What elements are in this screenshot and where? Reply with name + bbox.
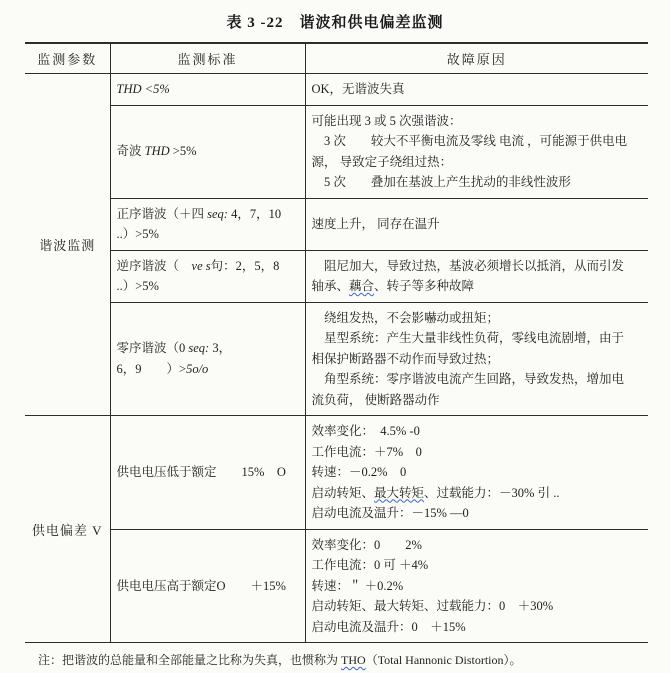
standard-line: THD <5%: [116, 82, 170, 96]
cause-line: 角型系统：零序谐波电流产生回路，导致发热，增加电: [311, 372, 625, 386]
column-header: 监测标准: [110, 43, 305, 74]
table-row: [25, 105, 648, 198]
cause-line: 效率变化：0 2%: [311, 537, 422, 552]
standard-line: 正序谐波（＋四 seq: 4，7，10: [116, 206, 282, 221]
wavy-underlined-text: 最大转矩: [374, 485, 425, 500]
standard-cell: [110, 529, 305, 643]
table-row: [25, 416, 648, 530]
cause-line: 启动电流及温升：－15% ―0: [311, 506, 469, 520]
standard-cell: [110, 302, 305, 416]
cause-cell: [305, 250, 648, 302]
standard-cell: [110, 416, 305, 530]
cause-line: 效率变化： 4.5% -0: [311, 424, 420, 438]
cause-line: 轴承、藕合、转子等多种故障: [311, 279, 475, 293]
standard-line: 供电电压低于额定 15% O: [116, 465, 286, 479]
cause-line: 启动转矩、最大转矩、过载能力：－30% 引 ..: [311, 485, 560, 500]
cause-line: 阻尼加大，导致过热，基波必须增长以抵消，从而引发: [311, 258, 625, 273]
cause-line: 转速：＂ ＋0.2%: [311, 578, 404, 593]
standard-line: 6，9 ）>5o/o: [116, 361, 209, 376]
standard-line: ..）>5%: [116, 279, 159, 293]
wavy-underlined-text: THO: [341, 653, 366, 667]
param-cell: 供电偏差 V: [25, 416, 110, 643]
cause-line: 流负荷， 使断路器动作: [311, 392, 440, 407]
standard-line: 零序谐波（0 seq: 3，: [116, 341, 232, 356]
standard-cell: [110, 74, 305, 106]
cause-line: 源， 导致定子绕组过热：: [311, 154, 453, 169]
cause-line: 启动转矩、最大转矩、过载能力：0 ＋30%: [311, 599, 554, 613]
cause-line: 3 次 较大不平衡电流及零线 电流 ，可能源于供电电: [311, 134, 628, 148]
cause-cell: [305, 198, 648, 250]
table-row: [25, 198, 648, 250]
cause-cell: [305, 105, 648, 198]
cause-cell: [305, 302, 648, 416]
cause-line: 可能出现 3 或 5 次强谐波：: [311, 113, 462, 128]
cause-line: 5 次 叠加在基波上产生扰动的非线性波形: [311, 175, 571, 189]
footnote: 注：把谐波的总能量和全部能量之比称为失真，也惯称为 THO（Total Hannonic Distortion）。: [38, 653, 522, 667]
cause-line: OK，无谐波失真: [311, 82, 405, 96]
table-row: [25, 529, 648, 643]
cause-line: 工作电流：＋7% 0: [311, 444, 422, 459]
monitoring-table: [25, 42, 648, 643]
cause-cell: [305, 529, 648, 643]
cause-cell: [305, 74, 648, 106]
cause-line: 工作电流：0 可 ＋4%: [311, 558, 429, 572]
cause-line: 启动电流及温升：0 ＋15%: [311, 619, 466, 634]
wavy-underlined-text: 藕合: [349, 279, 375, 293]
table-row: [25, 250, 648, 302]
standard-line: ..）>5%: [116, 227, 159, 241]
table-title: 表 3 -22 谐波和供电偏差监测: [226, 15, 444, 31]
cause-line: 星型系统：产生大量非线性负荷，零线电流剧增，由于: [311, 331, 625, 345]
standard-cell: [110, 198, 305, 250]
table-header-row: [25, 43, 648, 74]
param-cell: 谐波监测: [25, 74, 110, 416]
cause-line: 转速：－0.2% 0: [311, 465, 407, 479]
cause-cell: [305, 416, 648, 530]
cause-line: 绕组发热，不会影嚇动或扭矩；: [311, 310, 500, 325]
table-row: [25, 74, 648, 106]
table-row: [25, 302, 648, 416]
standard-line: 逆序谐波（ ve s句：2，5，8: [116, 258, 280, 273]
cause-line: 速度上升， 同存在温升: [311, 216, 440, 231]
column-header: 故障原因: [305, 43, 648, 74]
standard-line: 供电电压高于额定O ＋15%: [116, 578, 286, 593]
cause-line: 相保护断路器不动作而导致过热；: [311, 351, 500, 366]
standard-cell: [110, 105, 305, 198]
standard-cell: [110, 250, 305, 302]
column-header: 监测参数: [25, 43, 110, 74]
standard-line: 奇波 THD >5%: [116, 144, 197, 159]
